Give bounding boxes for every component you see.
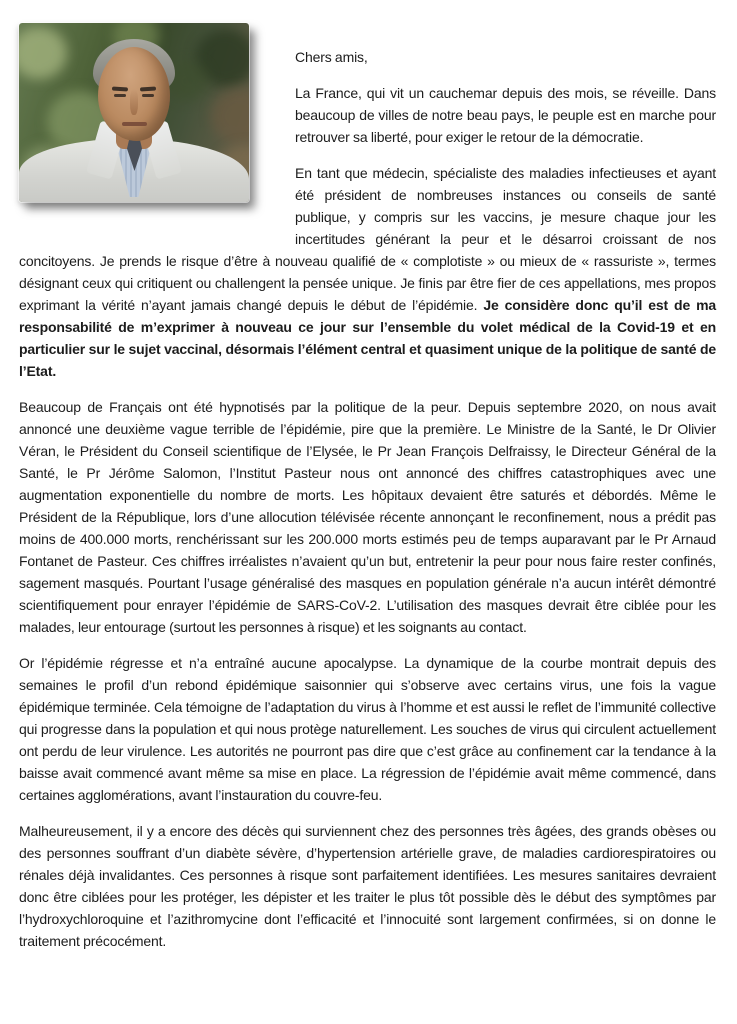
paragraph-medecin-bold-statement: Je considère donc qu’il est de ma responsabilité de m’exprimer à nouveau ce jour sur l’ensemble du volet médical de la Covid-19 et en particulier sur le sujet vaccinal, désormais l’élément central et quasiment unique de la politique de santé de l’Etat. [19, 297, 717, 379]
photo-eye-shape [142, 94, 154, 97]
photo-earth-bokeh [211, 89, 249, 143]
paragraph-deces-personnes-a-risque: Malheureusement, il y a encore des décès qui surviennent chez des personnes très âgées, des grands obèses ou des personnes souffrant d’un diabète sévère, d’hypertension artérielle grave, de maladies cardiorespiratoires ou rénales déjà invalidantes. Ces personnes à risque sont parfaitement identifiées. Les mesures sanitaires devraient donc être ciblées pour les protéger, les dépister et les traiter le plus tôt possible dès le début des symptômes par l’hydroxychloroquine et l’azithromycine dont l’efficacité et l’innocuité sont largement confirmées, si on donne le traitement précocément. [19, 823, 716, 949]
photo-foliage-bokeh [19, 27, 67, 79]
greeting-text: Chers amis, [295, 49, 368, 65]
paragraph-medecin-regular: En tant que médecin, spécialiste des maladies infectieuses et ayant été président de nombreuses instances ou conseils de santé publique, y compris sur les vaccins, je mesure chaque jour les incertitudes générant la peur et le désarroi croissant de nos concitoyens. Je prends le risque d’être à nouveau qualifié de « complotiste » ou mieux de « rassuriste », termes désignant ceux qui critiquent ou challengent la pensée unique. Je finis par être fier de ces appellations, mes propos exprimant la vérité n’ayant jamais changé depuis le début de l’épidémie. [19, 165, 716, 313]
paragraph-politique-de-la-peur: Beaucoup de Français ont été hypnotisés par la politique de la peur. Depuis septembre 2020, on nous avait annoncé une deuxième vague terrible de l’épidémie, pire que la première. Le Ministre de la Santé, le Dr Olivier Véran, le Président du Conseil scientifique de l’Elysée, le Pr Jean François Delfraissy, le Directeur Général de la Santé, le Pr Jérôme Salomon, l’Institut Pasteur nous ont annoncé des chiffres catastrophiques avec une augmentation exponentielle du nombre de morts. Les hôpitaux devaient être saturés et débordés. Même le Président de la République, lors d’une allocution télévisée récente annonçant le reconfinement, nous a prédit pas moins de 400.000 morts, renchérissant sur les 200.000 morts estimés peu de temps auparavant par le Pr Arnaud Fontanet de Pasteur. Ces chiffres irréalistes n’avaient qu’un but, entretenir la peur pour nous faire rester confinés, sagement masqués. Pourtant l’usage généralisé des masques en population générale n’a aucun intérêt démontré scientifiquement pour enrayer l’épidémie de SARS-CoV-2. L’utilisation des masques devrait être ciblée pour les malades, leur entourage (surtout les personnes à risque) et les soignants au contact. [19, 399, 716, 635]
photo-mouth-shape [122, 122, 147, 126]
photo-nose-shape [130, 89, 138, 115]
doctor-portrait-photo [19, 23, 249, 202]
paragraph-epidemie-regresse: Or l’épidémie régresse et n’a entraîné aucune apocalypse. La dynamique de la courbe montrait depuis des semaines le profil d’un rebond épidémique saisonnier qui s’observe avec certains virus, une fois la vague épidémique terminée. Cela témoigne de l’adaptation du virus à l’homme et est aussi le reflet de l’immunité collective qui progresse dans la population et qui nous protège naturellement. Les souches de virus qui circulent actuellement ont perdu de leur virulence. Les autorités ne pourront pas dire que c’est grâce au confinement car la tendance à la baisse avait commencé avant même sa mise en place. La régression de l’épidémie avait même commencé, dans certaines agglomérations, avant l’instauration du couvre-feu. [19, 655, 716, 803]
paragraph-la-france: La France, qui vit un cauchemar depuis des mois, se réveille. Dans beaucoup de villes de notre beau pays, le peuple est en marche pour retrouver sa liberté, pour exiger le retour de la démocratie. [295, 85, 716, 145]
photo-eye-shape [114, 94, 126, 97]
